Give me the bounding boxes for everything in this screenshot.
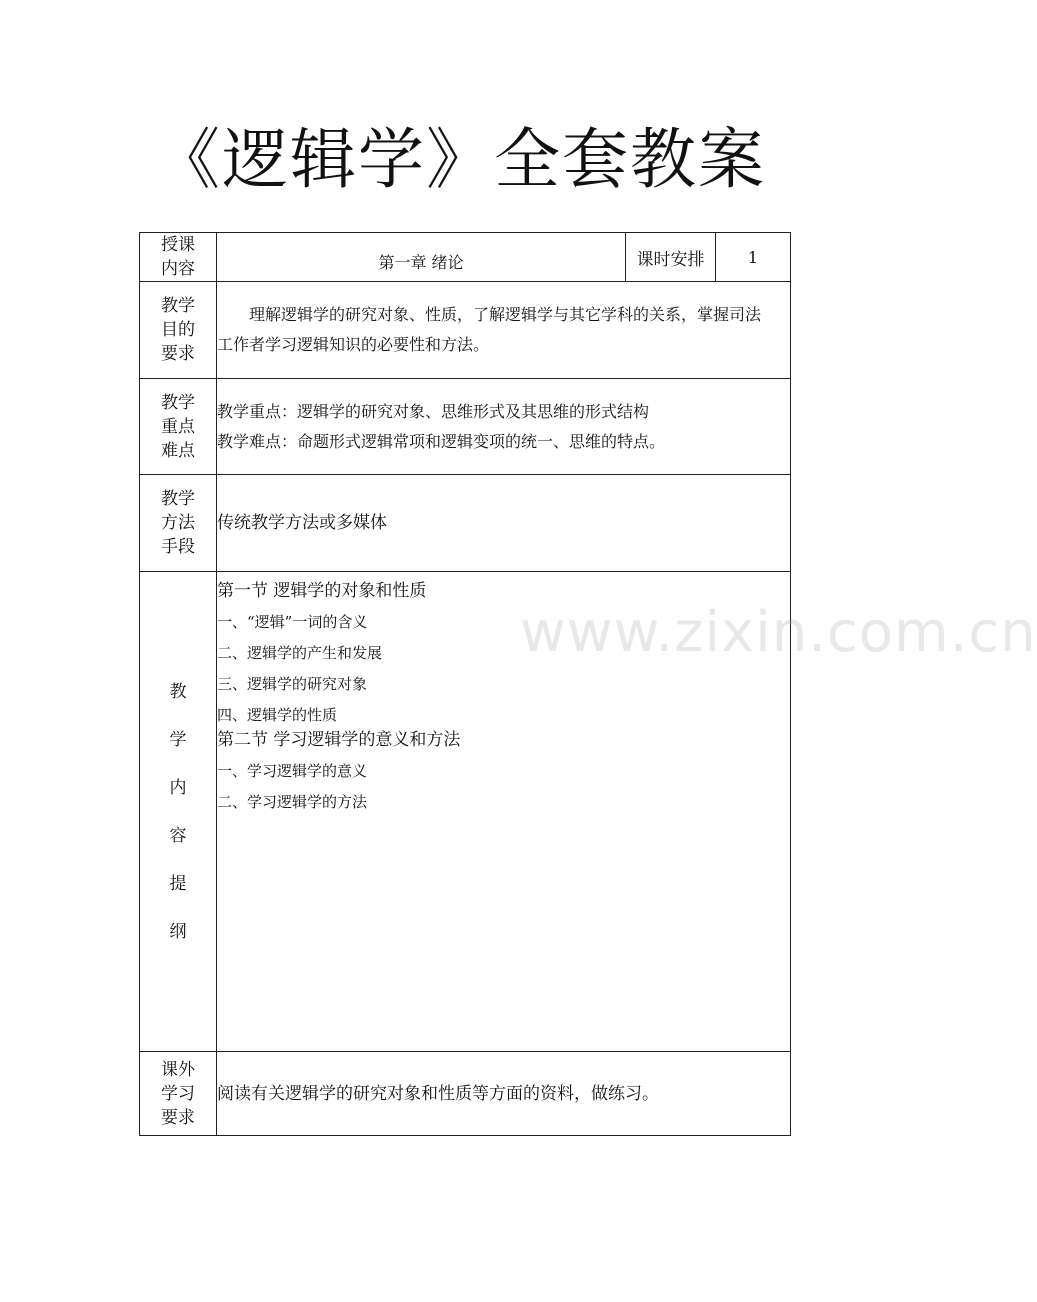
row-content-outline xyxy=(140,572,791,1052)
outline-item: 二、逻辑学的产生和发展 xyxy=(217,644,383,662)
extracurricular-text: 阅读有关逻辑学的研究对象和性质等方面的资料，做练习。 xyxy=(217,1052,791,1136)
label-content-outline: 教 学 内 容 提 纲 xyxy=(140,572,217,1052)
row-teaching-methods xyxy=(140,475,791,572)
document-title: 《逻辑学》全套教案 xyxy=(154,121,766,198)
key-point: 教学重点：逻辑学的研究对象、思维形式及其思维的形式结构 xyxy=(217,401,650,421)
label-lesson-content: 授课 内容 xyxy=(140,233,217,282)
outline-item: 三、逻辑学的研究对象 xyxy=(217,675,368,693)
label-key-difficult-points: 教学 重点 难点 xyxy=(140,379,217,475)
row-extracurricular xyxy=(140,1052,791,1136)
outline-item: 一、学习逻辑学的意义 xyxy=(217,762,368,780)
outline-item: 一、“逻辑”一词的含义 xyxy=(217,613,368,631)
watermark: www.zixin.com.cn xyxy=(520,600,1037,665)
content-outline xyxy=(217,572,791,1052)
row-lesson-content xyxy=(140,233,791,282)
class-hours-value: 1 xyxy=(716,233,791,282)
chapter-title: 第一章 绪论 xyxy=(217,233,626,282)
label-teaching-objectives: 教学 目的 要求 xyxy=(140,282,217,379)
lesson-plan-table xyxy=(139,232,791,1136)
row-teaching-objectives xyxy=(140,282,791,379)
teaching-methods-text: 传统教学方法或多媒体 xyxy=(217,475,791,572)
teaching-objectives-text: 理解逻辑学的研究对象、性质，了解逻辑学与其它学科的关系，掌握司法 工作者学习逻辑知识的必要性和方法。 xyxy=(217,282,791,379)
label-teaching-methods: 教学 方法 手段 xyxy=(140,475,217,572)
label-class-hours: 课时安排 xyxy=(626,233,716,282)
difficult-point: 教学难点：命题形式逻辑常项和逻辑变项的统一、思维的特点。 xyxy=(217,431,666,451)
section-heading: 第一节 逻辑学的对象和性质 xyxy=(217,581,427,601)
outline-item: 二、学习逻辑学的方法 xyxy=(217,793,368,811)
row-key-difficult-points xyxy=(140,379,791,475)
key-difficult-points-text xyxy=(217,379,791,475)
section-heading: 第二节 学习逻辑学的意义和方法 xyxy=(217,730,461,750)
label-extracurricular: 课外 学习 要求 xyxy=(140,1052,217,1136)
outline-item: 四、逻辑学的性质 xyxy=(217,706,338,724)
